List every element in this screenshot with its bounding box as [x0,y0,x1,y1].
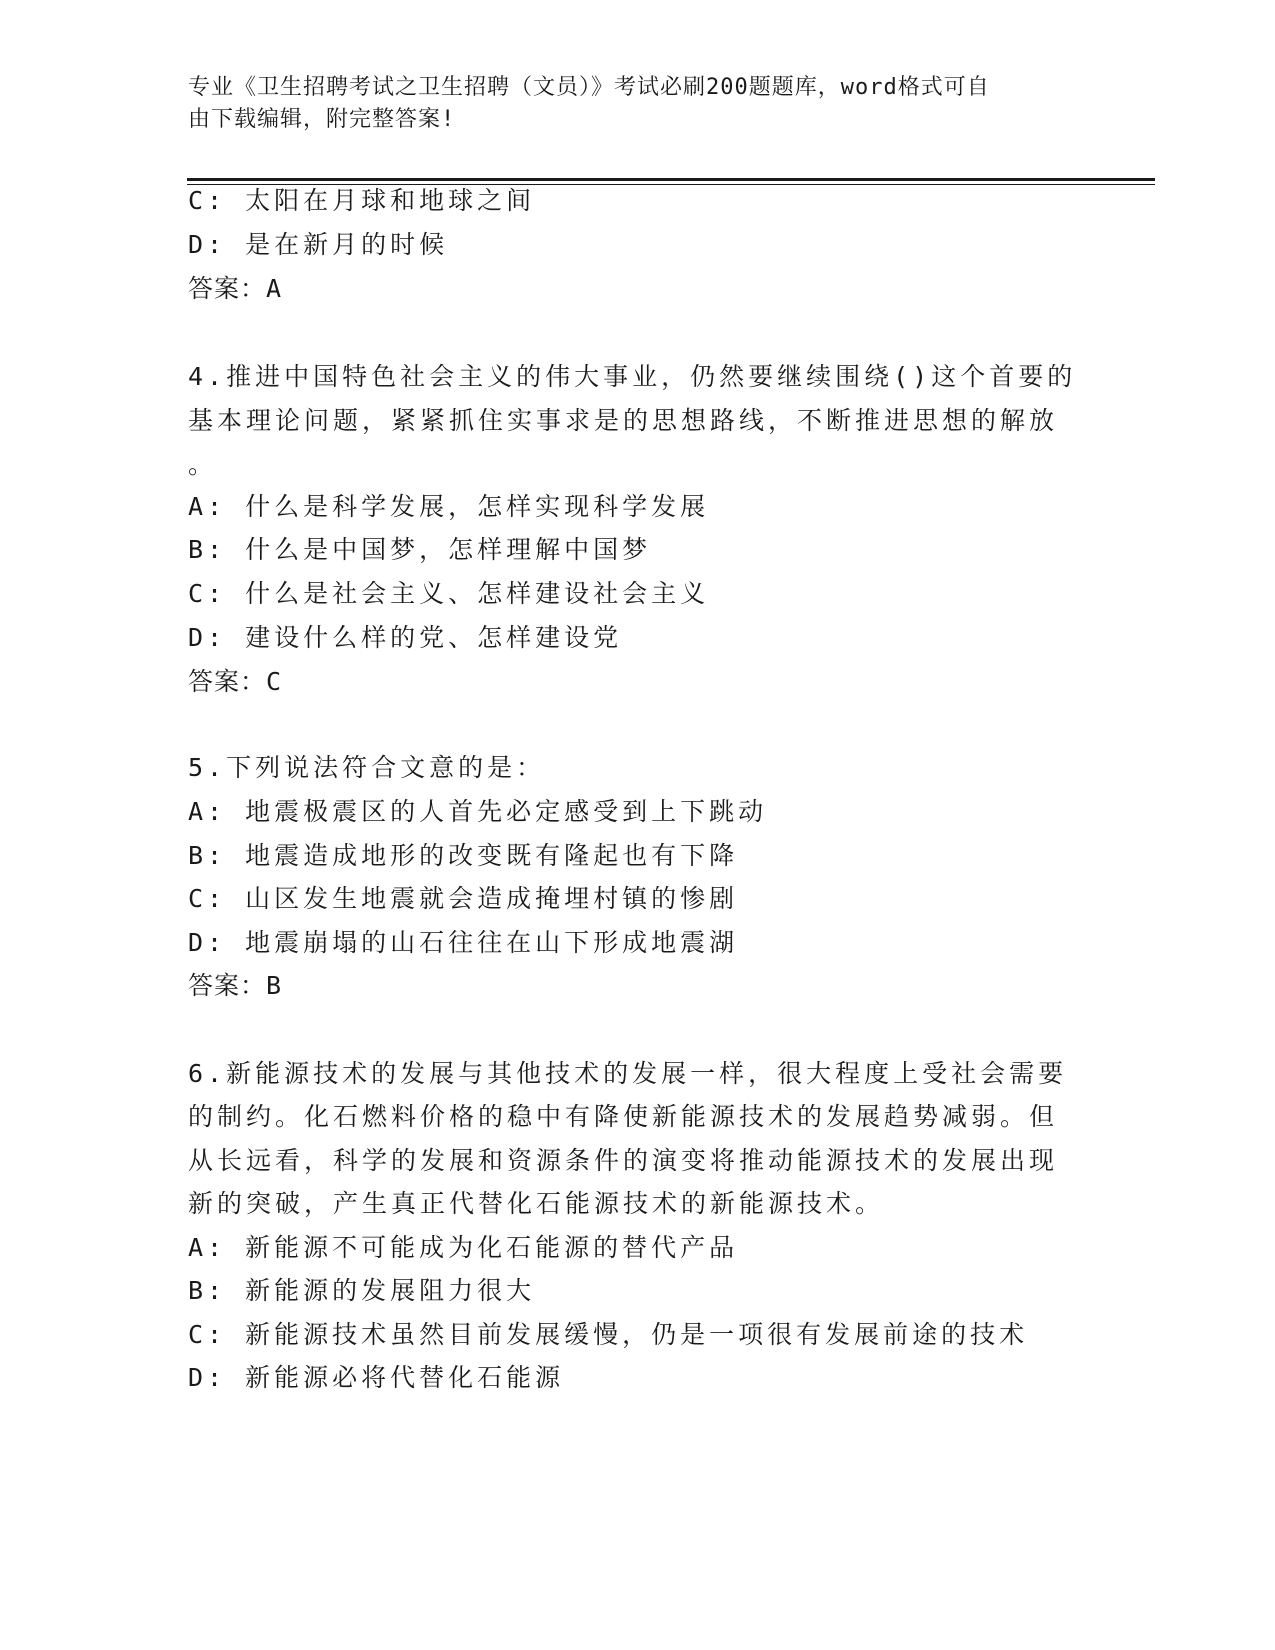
q6-stem-line-2: 的制约。化石燃料价格的稳中有降使新能源技术的发展趋势减弱。但 [188,1102,1059,1131]
q4-stem-line-1: 4.推进中国特色社会主义的伟大事业，仍然要继续围绕()这个首要的 [188,362,1077,391]
q5-option-d: D: 地震崩塌的山石往往在山下形成地震湖 [188,928,739,957]
q6-stem-line-3: 从长远看，科学的发展和资源条件的演变将推动能源技术的发展出现 [188,1146,1059,1175]
q4-option-d: D: 建设什么样的党、怎样建设党 [188,623,623,652]
q6-option-a: A: 新能源不可能成为化石能源的替代产品 [188,1233,739,1262]
q6-option-d: D: 新能源必将代替化石能源 [188,1363,565,1392]
q6-option-c: C: 新能源技术虽然目前发展缓慢，仍是一项很有发展前途的技术 [188,1320,1029,1349]
header-rule-thick [187,178,1155,181]
q4-option-c: C: 什么是社会主义、怎样建设社会主义 [188,579,710,608]
document-header [188,72,1068,136]
q4-answer: 答案：C [188,667,283,696]
q3-answer: 答案：A [188,274,283,303]
q5-answer: 答案：B [188,971,283,1000]
q5-option-a: A: 地震极震区的人首先必定感受到上下跳动 [188,797,768,826]
q3-option-d: D: 是在新月的时候 [188,230,449,259]
q6-stem-line-1: 6.新能源技术的发展与其他技术的发展一样，很大程度上受社会需要 [188,1059,1068,1088]
q3-option-c: C: 太阳在月球和地球之间 [188,186,536,215]
q4-option-a: A: 什么是科学发展，怎样实现科学发展 [188,492,710,521]
q4-stem-line-3: 。 [188,450,218,479]
header-line-1: 专业《卫生招聘考试之卫生招聘（文员）》考试必刷200题题库，word格式可自 [188,75,990,100]
q5-option-c: C: 山区发生地震就会造成掩埋村镇的惨剧 [188,884,739,913]
q5-stem-line-1: 5.下列说法符合文意的是： [188,753,546,782]
q6-stem-line-4: 新的突破，产生真正代替化石能源技术的新能源技术。 [188,1189,885,1218]
q4-option-b: B: 什么是中国梦，怎样理解中国梦 [188,535,652,564]
q4-stem-line-2: 基本理论问题，紧紧抓住实事求是的思想路线，不断推进思想的解放 [188,406,1059,435]
header-line-2: 由下载编辑，附完整答案! [188,107,456,132]
q5-option-b: B: 地震造成地形的改变既有隆起也有下降 [188,841,739,870]
q6-option-b: B: 新能源的发展阻力很大 [188,1276,536,1305]
header-rule-thin [187,184,1155,185]
